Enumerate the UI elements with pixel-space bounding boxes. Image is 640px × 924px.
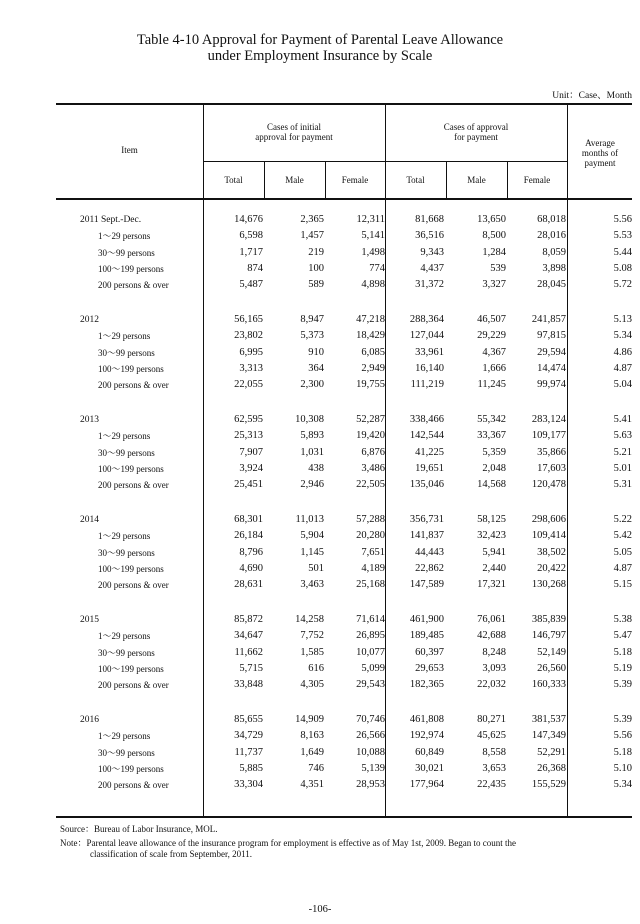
row-label: 100～199 persons bbox=[98, 563, 164, 574]
table-cell: 7,651 bbox=[361, 546, 385, 558]
table-cell: 4,305 bbox=[300, 679, 324, 691]
table-row bbox=[56, 228, 632, 244]
table-cell: 774 bbox=[369, 262, 385, 274]
table-cell: 9,343 bbox=[420, 246, 444, 258]
table-cell: 85,655 bbox=[234, 714, 263, 725]
table-cell: 85,872 bbox=[234, 614, 263, 625]
table-cell: 2,300 bbox=[300, 379, 324, 391]
row-label: 200 persons & over bbox=[98, 780, 169, 791]
table-cell: 5.10 bbox=[613, 762, 632, 774]
table-cell: 501 bbox=[308, 562, 324, 574]
table-cell: 4,437 bbox=[420, 262, 444, 274]
table-cell: 5.63 bbox=[613, 430, 632, 442]
table-cell: 99,974 bbox=[537, 379, 566, 391]
table-cell: 3,093 bbox=[482, 662, 506, 674]
table-cell: 14,568 bbox=[477, 479, 506, 491]
table-bottom-rule bbox=[56, 816, 632, 818]
table-cell: 71,614 bbox=[356, 614, 385, 625]
table-cell: 8,796 bbox=[239, 546, 263, 558]
table-cell: 5,141 bbox=[361, 230, 385, 242]
row-label: 200 persons & over bbox=[98, 580, 169, 591]
table-row bbox=[56, 561, 632, 577]
table-row-group bbox=[56, 712, 632, 728]
table-cell: 68,018 bbox=[537, 214, 566, 225]
table-cell: 10,077 bbox=[356, 646, 385, 658]
header-total: Total bbox=[224, 175, 243, 185]
table-cell: 4,351 bbox=[300, 779, 324, 791]
table-cell: 44,443 bbox=[415, 546, 444, 558]
table-cell: 5.13 bbox=[613, 314, 632, 325]
table-row-group bbox=[56, 612, 632, 628]
table-cell: 29,594 bbox=[537, 346, 566, 358]
table-cell: 100 bbox=[308, 262, 324, 274]
row-label: 100～199 persons bbox=[98, 463, 164, 474]
table-cell: 36,516 bbox=[415, 230, 444, 242]
table-row-group bbox=[56, 512, 632, 528]
table-cell: 5,139 bbox=[361, 762, 385, 774]
table-cell: 385,839 bbox=[531, 614, 566, 625]
table-cell: 76,061 bbox=[477, 614, 506, 625]
table-cell: 3,313 bbox=[239, 362, 263, 374]
table-row-group bbox=[56, 312, 632, 328]
table-cell: 127,044 bbox=[409, 330, 444, 342]
table-cell: 52,149 bbox=[537, 646, 566, 658]
table-row bbox=[56, 661, 632, 677]
table-cell: 8,558 bbox=[482, 746, 506, 758]
table-cell: 356,731 bbox=[409, 514, 444, 525]
row-label: 30～99 persons bbox=[98, 447, 155, 458]
row-label: 30～99 persons bbox=[98, 547, 155, 558]
row-label: 200 persons & over bbox=[98, 280, 169, 291]
table-cell: 5.72 bbox=[613, 279, 632, 291]
row-label: 2016 bbox=[80, 715, 99, 725]
table-cell: 14,474 bbox=[537, 362, 566, 374]
table-row bbox=[56, 777, 632, 793]
table-cell: 4,189 bbox=[361, 562, 385, 574]
table-cell: 17,321 bbox=[477, 579, 506, 591]
table-cell: 70,746 bbox=[356, 714, 385, 725]
table-row-group bbox=[56, 212, 632, 228]
table-cell: 746 bbox=[308, 762, 324, 774]
title-line-2: under Employment Insurance by Scale bbox=[207, 48, 433, 64]
unit-label: Unit：Case、Month bbox=[552, 91, 632, 101]
table-cell: 10,308 bbox=[295, 414, 324, 425]
table-cell: 111,219 bbox=[410, 379, 444, 391]
table-cell: 6,085 bbox=[361, 346, 385, 358]
row-label: 30～99 persons bbox=[98, 247, 155, 258]
table-cell: 34,647 bbox=[234, 630, 263, 642]
table-cell: 26,560 bbox=[537, 662, 566, 674]
table-cell: 20,280 bbox=[356, 530, 385, 542]
table-cell: 4,367 bbox=[482, 346, 506, 358]
table-cell: 13,650 bbox=[477, 214, 506, 225]
table-cell: 5.38 bbox=[613, 614, 632, 625]
table-cell: 616 bbox=[308, 662, 324, 674]
row-label: 200 persons & over bbox=[98, 480, 169, 491]
row-label: 2014 bbox=[80, 515, 99, 525]
table-cell: 5,904 bbox=[300, 530, 324, 542]
row-label: 2011 Sept.-Dec. bbox=[80, 215, 142, 225]
table-cell: 33,961 bbox=[415, 346, 444, 358]
table-cell: 177,964 bbox=[409, 779, 444, 791]
table-cell: 135,046 bbox=[409, 479, 444, 491]
table-row bbox=[56, 261, 632, 277]
table-cell: 5.31 bbox=[613, 479, 632, 491]
header-approval: Cases of approval for payment bbox=[443, 122, 509, 142]
table-cell: 5.34 bbox=[613, 330, 632, 342]
table-row bbox=[56, 577, 632, 593]
table-cell: 5,893 bbox=[300, 430, 324, 442]
row-label: 1～29 persons bbox=[98, 431, 151, 442]
table-cell: 33,367 bbox=[477, 430, 506, 442]
table-cell: 189,485 bbox=[409, 630, 444, 642]
table-cell: 2,949 bbox=[361, 362, 385, 374]
table-cell: 28,953 bbox=[356, 779, 385, 791]
table-cell: 28,016 bbox=[537, 230, 566, 242]
row-label: 100～199 persons bbox=[98, 263, 164, 274]
table-cell: 1,031 bbox=[300, 446, 324, 458]
table-cell: 182,365 bbox=[409, 679, 444, 691]
table-cell: 19,755 bbox=[356, 379, 385, 391]
table-cell: 5.15 bbox=[613, 579, 632, 591]
table-cell: 11,737 bbox=[234, 746, 263, 758]
table-cell: 338,466 bbox=[409, 414, 444, 425]
table-cell: 38,502 bbox=[537, 546, 566, 558]
table-cell: 3,653 bbox=[482, 762, 506, 774]
table-cell: 5,941 bbox=[482, 546, 506, 558]
table-cell: 5.05 bbox=[613, 546, 632, 558]
table-cell: 32,423 bbox=[477, 530, 506, 542]
table-cell: 42,688 bbox=[477, 630, 506, 642]
row-label: 200 persons & over bbox=[98, 380, 169, 391]
table-cell: 33,848 bbox=[234, 679, 263, 691]
table-cell: 539 bbox=[490, 262, 506, 274]
table-row bbox=[56, 645, 632, 661]
table-cell: 8,163 bbox=[300, 730, 324, 742]
table-cell: 381,537 bbox=[531, 714, 566, 725]
table-cell: 29,229 bbox=[477, 330, 506, 342]
table-cell: 130,268 bbox=[531, 579, 566, 591]
table-cell: 5.41 bbox=[613, 414, 632, 425]
table-cell: 35,866 bbox=[537, 446, 566, 458]
table-cell: 26,184 bbox=[234, 530, 263, 542]
table-cell: 60,849 bbox=[415, 746, 444, 758]
row-label: 1～29 persons bbox=[98, 531, 151, 542]
table-cell: 55,342 bbox=[477, 414, 506, 425]
header-female-approval: Female bbox=[523, 175, 551, 185]
row-label: 1～29 persons bbox=[98, 731, 151, 742]
table-cell: 47,218 bbox=[356, 314, 385, 325]
row-label: 1～29 persons bbox=[98, 331, 151, 342]
header-male-approval: Male bbox=[467, 175, 486, 185]
table-cell: 2,365 bbox=[300, 214, 324, 225]
row-label: 100～199 persons bbox=[98, 663, 164, 674]
row-label: 100～199 persons bbox=[98, 363, 164, 374]
row-label: 1～29 persons bbox=[98, 631, 151, 642]
table-cell: 4,898 bbox=[361, 279, 385, 291]
header-total-approval: Total bbox=[406, 175, 425, 185]
row-label: 2012 bbox=[80, 315, 99, 325]
table-cell: 1,498 bbox=[361, 246, 385, 258]
row-label: 1～29 persons bbox=[98, 231, 151, 242]
table-row bbox=[56, 328, 632, 344]
table-cell: 26,368 bbox=[537, 762, 566, 774]
table-cell: 1,666 bbox=[482, 362, 506, 374]
table-row-group bbox=[56, 412, 632, 428]
row-label: 30～99 persons bbox=[98, 747, 155, 758]
table-cell: 1,145 bbox=[300, 546, 324, 558]
table-cell: 589 bbox=[308, 279, 324, 291]
row-label: 2013 bbox=[80, 415, 99, 425]
footnote-line-1: Note：Parental leave allowance of the insurance program for employment is effective as of May 1st, 2009. Began to count the bbox=[60, 838, 516, 848]
table-cell: 219 bbox=[308, 246, 324, 258]
table-cell: 45,625 bbox=[477, 730, 506, 742]
table-cell: 11,245 bbox=[477, 379, 506, 391]
row-label: 200 persons & over bbox=[98, 680, 169, 691]
table-cell: 3,924 bbox=[239, 462, 263, 474]
table-cell: 141,837 bbox=[409, 530, 444, 542]
table-row bbox=[56, 545, 632, 561]
table-cell: 5.19 bbox=[613, 662, 632, 674]
table-cell: 8,059 bbox=[542, 246, 566, 258]
table-cell: 23,802 bbox=[234, 330, 263, 342]
table-cell: 26,566 bbox=[356, 730, 385, 742]
table-cell: 147,589 bbox=[409, 579, 444, 591]
table-cell: 11,013 bbox=[295, 514, 324, 525]
table-cell: 5.08 bbox=[613, 262, 632, 274]
table-cell: 20,422 bbox=[537, 562, 566, 574]
table-cell: 3,327 bbox=[482, 279, 506, 291]
table-cell: 3,463 bbox=[300, 579, 324, 591]
table-cell: 3,486 bbox=[361, 462, 385, 474]
table-row bbox=[56, 528, 632, 544]
table-cell: 5.18 bbox=[613, 746, 632, 758]
table-cell: 31,372 bbox=[415, 279, 444, 291]
table-cell: 10,088 bbox=[356, 746, 385, 758]
table-cell: 461,900 bbox=[409, 614, 444, 625]
table-cell: 80,271 bbox=[477, 714, 506, 725]
table-cell: 6,876 bbox=[361, 446, 385, 458]
title-line-1: Table 4-10 Approval for Payment of Parental Leave Allowance bbox=[136, 32, 504, 48]
table-row bbox=[56, 377, 632, 393]
table-cell: 120,478 bbox=[531, 479, 566, 491]
table-cell: 22,032 bbox=[477, 679, 506, 691]
table-cell: 25,451 bbox=[234, 479, 263, 491]
table-cell: 58,125 bbox=[477, 514, 506, 525]
table-row bbox=[56, 761, 632, 777]
table-cell: 4.87 bbox=[613, 562, 632, 574]
table-cell: 5.22 bbox=[613, 514, 632, 525]
table-cell: 5.56 bbox=[613, 730, 632, 742]
table-cell: 2,048 bbox=[482, 462, 506, 474]
table-cell: 5.18 bbox=[613, 646, 632, 658]
table-row bbox=[56, 345, 632, 361]
table-cell: 52,287 bbox=[356, 414, 385, 425]
row-label: 100～199 persons bbox=[98, 763, 164, 774]
table-cell: 60,397 bbox=[415, 646, 444, 658]
table-row bbox=[56, 277, 632, 293]
table-cell: 155,529 bbox=[531, 779, 566, 791]
table-cell: 910 bbox=[308, 346, 324, 358]
footnote bbox=[60, 838, 630, 860]
table-cell: 5.01 bbox=[613, 462, 632, 474]
table-cell: 4,690 bbox=[239, 562, 263, 574]
table-cell: 25,313 bbox=[234, 430, 263, 442]
table-cell: 5.39 bbox=[613, 679, 632, 691]
table-cell: 5,487 bbox=[239, 279, 263, 291]
header-average-months: Average months of payment bbox=[581, 138, 619, 168]
table-cell: 56,165 bbox=[234, 314, 263, 325]
table-cell: 5.39 bbox=[613, 714, 632, 725]
row-label: 30～99 persons bbox=[98, 347, 155, 358]
table-cell: 288,364 bbox=[409, 314, 444, 325]
table-cell: 46,507 bbox=[477, 314, 506, 325]
header-item: Item bbox=[121, 145, 138, 155]
table-cell: 5.34 bbox=[613, 779, 632, 791]
table-cell: 4.87 bbox=[613, 362, 632, 374]
table-cell: 1,457 bbox=[300, 230, 324, 242]
table-cell: 109,414 bbox=[531, 530, 566, 542]
table-cell: 30,021 bbox=[415, 762, 444, 774]
table-cell: 4.86 bbox=[613, 346, 632, 358]
table-cell: 29,543 bbox=[356, 679, 385, 691]
header-female: Female bbox=[341, 175, 369, 185]
table-cell: 7,907 bbox=[239, 446, 263, 458]
table-cell: 438 bbox=[308, 462, 324, 474]
table-cell: 5.53 bbox=[613, 230, 632, 242]
table-cell: 5,373 bbox=[300, 330, 324, 342]
table-cell: 5,099 bbox=[361, 662, 385, 674]
table-cell: 461,808 bbox=[409, 714, 444, 725]
table-cell: 8,248 bbox=[482, 646, 506, 658]
table-cell: 3,898 bbox=[542, 262, 566, 274]
table-row bbox=[56, 461, 632, 477]
table-row bbox=[56, 445, 632, 461]
table-cell: 22,505 bbox=[356, 479, 385, 491]
table-cell: 25,168 bbox=[356, 579, 385, 591]
table-row bbox=[56, 361, 632, 377]
table-cell: 5.21 bbox=[613, 446, 632, 458]
table-cell: 17,603 bbox=[537, 462, 566, 474]
table-cell: 22,435 bbox=[477, 779, 506, 791]
source-note: Source：Bureau of Labor Insurance, MOL. bbox=[60, 824, 218, 834]
table-cell: 5.04 bbox=[613, 379, 632, 391]
table-cell: 5,359 bbox=[482, 446, 506, 458]
table-row bbox=[56, 745, 632, 761]
table-cell: 192,974 bbox=[409, 730, 444, 742]
table-row bbox=[56, 677, 632, 693]
table-cell: 28,631 bbox=[234, 579, 263, 591]
table-cell: 109,177 bbox=[531, 430, 566, 442]
table-row bbox=[56, 628, 632, 644]
table-cell: 283,124 bbox=[531, 414, 566, 425]
table-cell: 5.42 bbox=[613, 530, 632, 542]
table-cell: 2,946 bbox=[300, 479, 324, 491]
table-cell: 97,815 bbox=[537, 330, 566, 342]
table-cell: 2,440 bbox=[482, 562, 506, 574]
table-cell: 29,653 bbox=[415, 662, 444, 674]
table-cell: 33,304 bbox=[234, 779, 263, 791]
table-cell: 14,909 bbox=[295, 714, 324, 725]
table-cell: 5.47 bbox=[613, 630, 632, 642]
top-rule bbox=[56, 103, 632, 105]
table-cell: 146,797 bbox=[531, 630, 566, 642]
table-cell: 364 bbox=[308, 362, 324, 374]
table-cell: 298,606 bbox=[531, 514, 566, 525]
table-cell: 1,649 bbox=[300, 746, 324, 758]
header-bottom-rule bbox=[56, 198, 632, 200]
table-cell: 1,284 bbox=[482, 246, 506, 258]
table-row bbox=[56, 728, 632, 744]
table-cell: 28,045 bbox=[537, 279, 566, 291]
table-cell: 19,651 bbox=[415, 462, 444, 474]
table-cell: 18,429 bbox=[356, 330, 385, 342]
table-cell: 81,668 bbox=[415, 214, 444, 225]
table-cell: 14,676 bbox=[234, 214, 263, 225]
table-title bbox=[0, 32, 640, 64]
table-cell: 14,258 bbox=[295, 614, 324, 625]
table-cell: 62,595 bbox=[234, 414, 263, 425]
table-cell: 160,333 bbox=[531, 679, 566, 691]
table-cell: 241,857 bbox=[531, 314, 566, 325]
table-row bbox=[56, 428, 632, 444]
table-cell: 5.56 bbox=[613, 214, 632, 225]
header-male: Male bbox=[285, 175, 304, 185]
table-cell: 8,500 bbox=[482, 230, 506, 242]
table-cell: 1,585 bbox=[300, 646, 324, 658]
table-cell: 22,862 bbox=[415, 562, 444, 574]
table-cell: 68,301 bbox=[234, 514, 263, 525]
table-cell: 5,715 bbox=[239, 662, 263, 674]
table-cell: 1,717 bbox=[239, 246, 263, 258]
table-cell: 16,140 bbox=[415, 362, 444, 374]
table-cell: 6,598 bbox=[239, 230, 263, 242]
table-cell: 6,995 bbox=[239, 346, 263, 358]
table-cell: 41,225 bbox=[415, 446, 444, 458]
table-cell: 874 bbox=[247, 262, 263, 274]
table-cell: 11,662 bbox=[234, 646, 263, 658]
table-cell: 26,895 bbox=[356, 630, 385, 642]
row-label: 30～99 persons bbox=[98, 647, 155, 658]
table-cell: 5.44 bbox=[613, 246, 632, 258]
table-row bbox=[56, 245, 632, 261]
footnote-line-2: classification of scale from September, 2011. bbox=[90, 849, 253, 859]
table-cell: 142,544 bbox=[409, 430, 444, 442]
table-cell: 22,055 bbox=[234, 379, 263, 391]
table-cell: 8,947 bbox=[300, 314, 324, 325]
table-cell: 19,420 bbox=[356, 430, 385, 442]
table-cell: 147,349 bbox=[531, 730, 566, 742]
table-cell: 34,729 bbox=[234, 730, 263, 742]
table-row bbox=[56, 477, 632, 493]
table-cell: 7,752 bbox=[300, 630, 324, 642]
row-label: 2015 bbox=[80, 615, 99, 625]
table-cell: 12,311 bbox=[356, 214, 385, 225]
header-initial-approval: Cases of initial approval for payment bbox=[255, 122, 333, 142]
table-cell: 52,291 bbox=[537, 746, 566, 758]
table-cell: 5,885 bbox=[239, 762, 263, 774]
page-number: -106- bbox=[308, 904, 332, 915]
table-cell: 57,288 bbox=[356, 514, 385, 525]
